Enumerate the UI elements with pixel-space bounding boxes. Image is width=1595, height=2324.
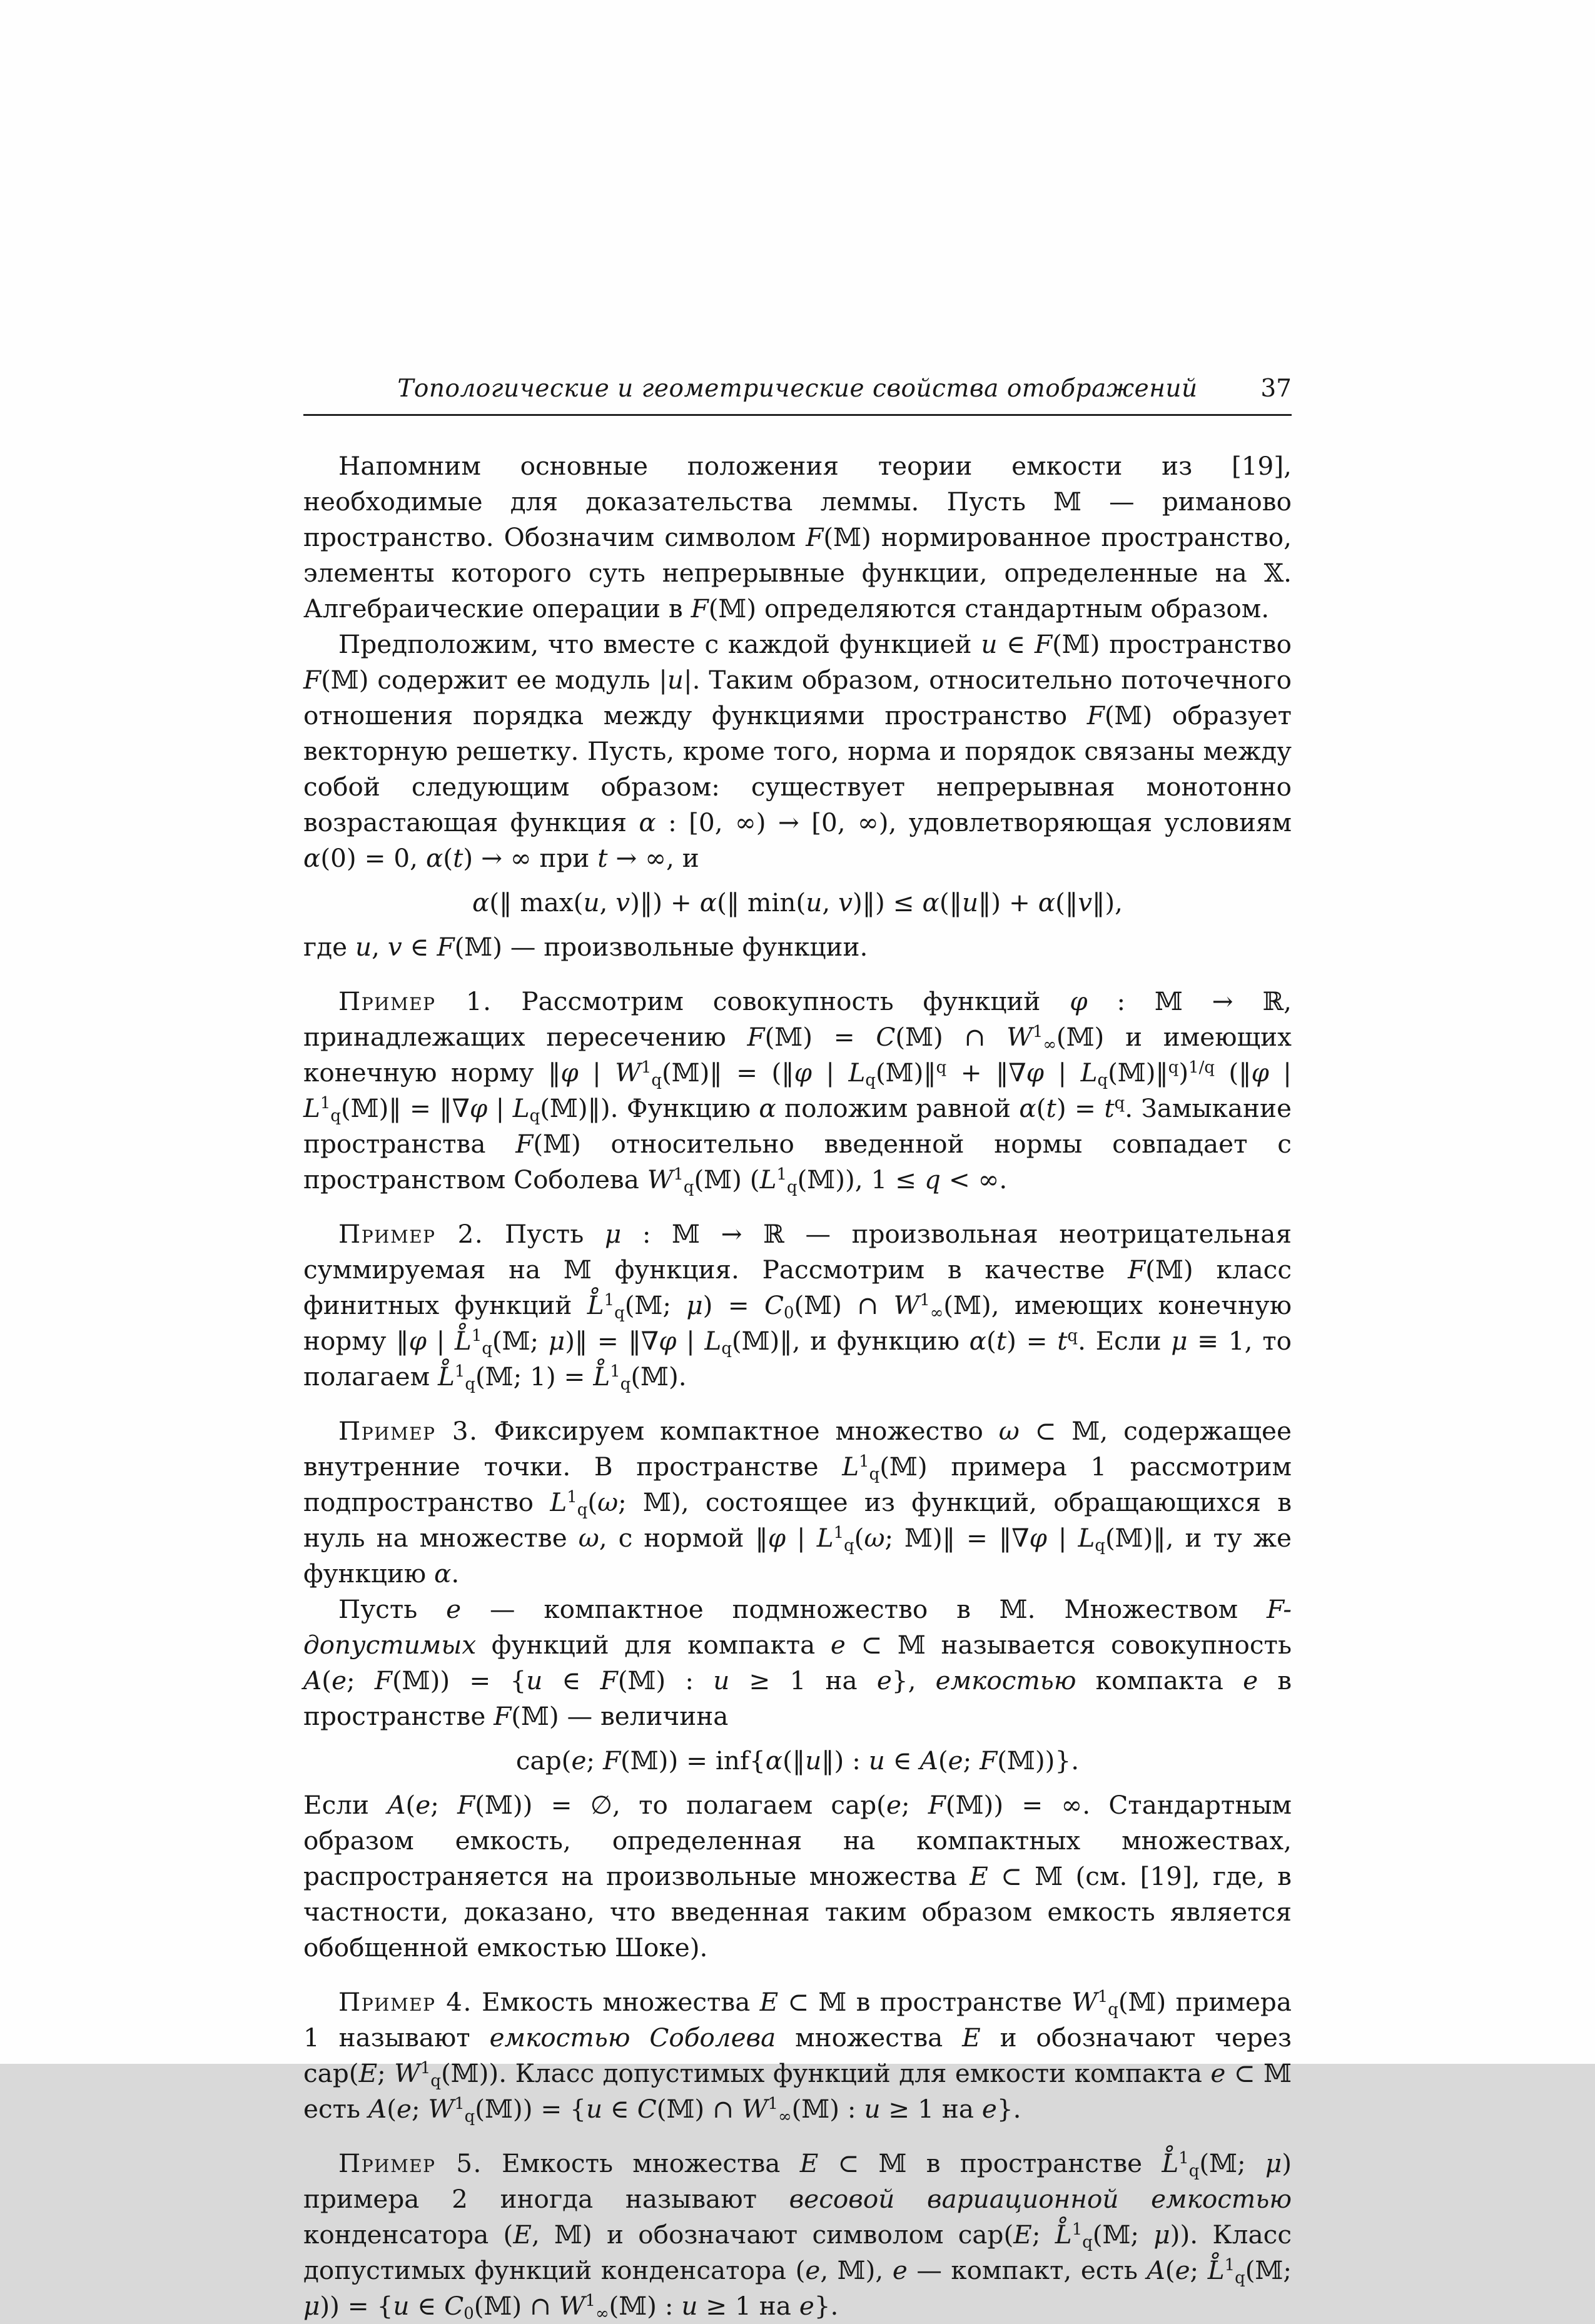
- example-text: Емкость множества E ⊂ 𝕄 в пространстве L̊$^1_q$(𝕄; μ) примера 2 иногда называют весовой вариационной емкостью конденсатора (E, 𝕄) и обозначают символом cap(E; L̊$^1_q$(𝕄; μ)). Класс допустимых функций конденсатора (e, 𝕄), e — компакт, есть A(e; L̊$^1_q$(𝕄; μ)) = {u ∈ $C_0(𝕄)$ ∩ $W^1_\infty(𝕄)$ : u ≥ 1 на e}.: [303, 2148, 1292, 2323]
- example-paragraph: [303, 2146, 1292, 2324]
- header-rule: [303, 414, 1292, 416]
- paragraph: Пусть e — компактное подмножество в 𝕄. Множеством F-допустимых функций для компакта e ⊂ 𝕄 называется совокупность A(e; F(𝕄)) = {u ∈ F(𝕄) : u ≥ 1 на e}, емкостью компакта e в пространстве F(𝕄) — величина: [303, 1594, 1292, 1731]
- page-number: 37: [1260, 375, 1292, 403]
- example-paragraph: [303, 1984, 1292, 2127]
- running-head-line: [303, 374, 1292, 404]
- example-text: Фиксируем компактное множество ω ⊂ 𝕄, содержащее внутренние точки. В пространстве $L^1_q(𝕄)$ примера 1 рассмотрим подпространство $L^1_q(\omega$; 𝕄), состоящее из функций, обращающихся в нуль на множестве ω, с нормой ‖φ | $L^1_q(\omega$; 𝕄)‖ = ‖∇φ | $L_q(𝕄)‖$, и ту же функцию α.: [303, 1416, 1292, 1589]
- text-column: [303, 0, 1292, 2324]
- paragraph: Если A(e; F(𝕄)) = ∅, то полагаем cap(e; F(𝕄)) = ∞. Стандартным образом емкость, определенная на компактных множествах, распространяется на произвольные множества E ⊂ 𝕄 (см. [19], где, в частности, доказано, что введенная таким образом емкость является обобщенной емкостью Шоке).: [303, 1790, 1292, 1963]
- text-body: [303, 448, 1292, 2324]
- example-text: Рассмотрим совокупность функций φ : 𝕄 → ℝ, принадлежащих пересечению F(𝕄) = C(𝕄) ∩ $W^1_\infty(𝕄)$ и имеющих конечную норму ‖φ | $W^1_q(𝕄)‖$ = (‖φ | $L_q(𝕄)‖^q$ + ‖∇φ | $L_q(𝕄)‖^q)^{1/q}$ (‖φ | $L^1_q(𝕄)‖$ = ‖∇φ | $L_q(𝕄)‖$). Функцию α положим равной $\alpha(t) = t^q$. Замыкание пространства F(𝕄) относительно введенной нормы совпадает с пространством Соболева $W^1_q(𝕄)$ $(L^1_q(𝕄))$, 1 ≤ q < ∞.: [303, 986, 1292, 1197]
- display-formula: cap(e; F(𝕄)) = inf{α(‖u‖) : u ∈ A(e; F(𝕄))}.: [515, 1746, 1080, 1776]
- example-label: Пример 3.: [338, 1416, 478, 1446]
- example-paragraph: [303, 984, 1292, 1198]
- example-text: Емкость множества E ⊂ 𝕄 в пространстве $W^1_q(𝕄)$ примера 1 называют емкостью Соболева множества E и обозначают через cap(E; $W^1_q(𝕄)$). Класс допустимых функций для емкости компакта e ⊂ 𝕄 есть A(e; $W^1_q(𝕄)) = \{u$ ∈ C(𝕄) ∩ $W^1_\infty(𝕄)$ : u ≥ 1 на e}.: [303, 1987, 1292, 2126]
- example-label: Пример 1.: [338, 986, 492, 1016]
- page-header: [303, 374, 1292, 416]
- example-label: Пример 2.: [338, 1219, 484, 1249]
- example-paragraph: [303, 1216, 1292, 1395]
- example-text: Пусть μ : 𝕄 → ℝ — произвольная неотрицательная суммируемая на 𝕄 функция. Рассмотрим в качестве F(𝕄) класс финитных функций L̊$^1_q$(𝕄; $\mu) = C_0(𝕄)$ ∩ $W^1_\infty(𝕄)$, имеющих конечную норму ‖φ | L̊$^1_q$(𝕄; μ)‖ = ‖∇φ | $L_q(𝕄)‖$, и функцию $\alpha(t) = t^q$. Если μ ≡ 1, то полагаем L̊$^1_q$(𝕄; 1) = L̊$^1_q$(𝕄).: [303, 1219, 1292, 1394]
- example-label: Пример 4.: [338, 1987, 472, 2017]
- display-formula: α(‖ max(u, v)‖) + α(‖ min(u, v)‖) ≤ α(‖u‖) + α(‖v‖),: [472, 887, 1123, 917]
- paragraph: Предположим, что вместе с каждой функцией u ∈ F(𝕄) пространство F(𝕄) содержит ее модуль |u|. Таким образом, относительно поточечного отношения порядка между функциями пространство F(𝕄) образует векторную решетку. Пусть, кроме того, норма и порядок связаны между собой следующим образом: существует непрерывная монотонно возрастающая функция α : [0, ∞) → [0, ∞), удовлетворяющая условиям α(0) = 0, α(t) → ∞ при t → ∞, и: [303, 629, 1292, 873]
- paragraph: где u, v ∈ F(𝕄) — произвольные функции.: [303, 932, 868, 962]
- example-paragraph: [303, 1413, 1292, 1592]
- example-label: Пример 5.: [338, 2148, 482, 2178]
- running-title: Топологические и геометрические свойства отображений: [397, 375, 1198, 403]
- paragraph: Напомним основные положения теории емкости из [19], необходимые для доказательства леммы. Пусть 𝕄 — риманово пространство. Обозначим символом F(𝕄) нормированное пространство, элементы которого суть непрерывные функции, определенные на 𝕏. Алгебраические операции в F(𝕄) определяются стандартным образом.: [303, 451, 1292, 624]
